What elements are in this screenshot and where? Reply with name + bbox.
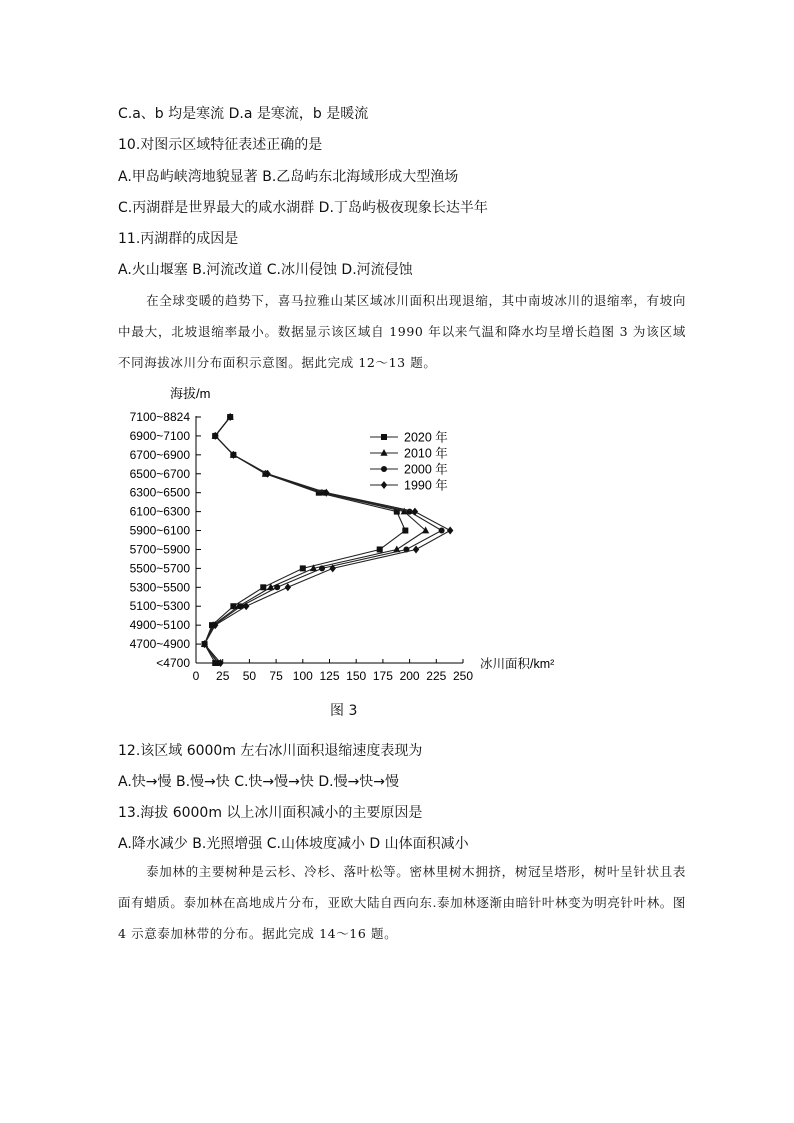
x-tick-label: 175 bbox=[372, 669, 393, 683]
data-point bbox=[412, 508, 418, 516]
data-point bbox=[377, 546, 383, 552]
legend-item bbox=[370, 462, 448, 477]
y-tick-label: 4700~4900 bbox=[129, 637, 190, 652]
y-tick-label: <4700 bbox=[156, 656, 190, 670]
series-square bbox=[202, 414, 409, 666]
data-point bbox=[285, 583, 291, 591]
taiga-intro-paragraph bbox=[118, 856, 686, 949]
x-tick-label: 25 bbox=[216, 669, 230, 683]
figure-caption: 图 3 bbox=[330, 703, 358, 719]
q12-options: A.快→慢 B.慢→快 C.快→慢→快 D.慢→快→慢 bbox=[118, 774, 400, 790]
y-axis-label: 海拔/m bbox=[170, 386, 211, 401]
x-tick-label: 100 bbox=[292, 669, 313, 683]
data-point bbox=[447, 527, 453, 535]
data-point bbox=[319, 565, 325, 571]
x-axis-label: 冰川面积/km² bbox=[480, 657, 555, 671]
data-point bbox=[439, 528, 445, 534]
q9-options-cd: C.a、b 均是寒流 D.a 是寒流，b 是暖流 bbox=[118, 106, 369, 122]
x-tick-label: 0 bbox=[192, 669, 200, 683]
x-tick-label: 200 bbox=[399, 669, 420, 683]
y-tick-label: 7100~8824 bbox=[129, 410, 190, 424]
glacier-intro-paragraph bbox=[118, 285, 686, 378]
data-point bbox=[380, 449, 387, 456]
x-tick-label: 50 bbox=[242, 669, 257, 683]
q13-options: A.降水减少 B.光照增强 C.山体坡度减小 D 山体面积减小 bbox=[118, 836, 469, 852]
x-tick-label: 250 bbox=[452, 669, 474, 683]
data-point bbox=[381, 434, 387, 440]
series-triangle bbox=[201, 413, 429, 666]
legend-label: 2010 年 bbox=[404, 446, 448, 461]
q10-options-ab: A.甲岛屿峡湾地貌显著 B.乙岛屿东北海域形成大型渔场 bbox=[118, 169, 459, 185]
x-tick-label: 150 bbox=[346, 669, 367, 683]
y-tick-label: 6300~6500 bbox=[129, 485, 190, 500]
legend-item bbox=[370, 478, 448, 493]
y-tick-label: 5500~5700 bbox=[129, 561, 190, 576]
legend-item bbox=[370, 430, 448, 445]
y-tick-label: 6500~6700 bbox=[129, 466, 190, 481]
y-tick-label: 6100~6300 bbox=[129, 504, 190, 519]
glacier-area-chart bbox=[118, 380, 588, 692]
legend-label: 2000 年 bbox=[404, 462, 448, 477]
y-tick-label: 6900~7100 bbox=[129, 428, 190, 443]
data-point bbox=[260, 584, 266, 590]
data-point bbox=[402, 528, 408, 534]
q12-stem: 12.该区域 6000m 左右冰川面积退缩速度表现为 bbox=[118, 743, 423, 759]
q13-stem: 13.海拔 6000m 以上冰川面积减小的主要原因是 bbox=[118, 805, 423, 821]
y-tick-label: 6700~6900 bbox=[129, 447, 190, 462]
y-tick-label: 5300~5500 bbox=[129, 580, 190, 595]
taiga-intro-text: 泰加林的主要树种是云杉、冷杉、落叶松等。密林里树木拥挤，树冠呈塔形，树叶呈针状且表面有蜡质。泰加林在高地成片分布，亚欧大陆自西向东.泰加林逐渐由暗针叶林变为明亮针叶林。图 4 示意泰加林带的分布。据此完成 14～16 题。 bbox=[118, 864, 686, 941]
q11-options: A.火山堰塞 B.河流改道 C.冰川侵蚀 D.河流侵蚀 bbox=[118, 262, 413, 278]
y-tick-label: 5900~6100 bbox=[129, 523, 190, 538]
legend-label: 1990 年 bbox=[404, 478, 448, 493]
data-point bbox=[300, 565, 306, 571]
q11-stem: 11.丙湖群的成因是 bbox=[118, 231, 239, 247]
data-point bbox=[413, 545, 419, 553]
x-tick-label: 225 bbox=[426, 669, 447, 683]
q10-options-cd: C.丙湖群是世界最大的咸水湖群 D.丁岛屿极夜现象长达半年 bbox=[118, 200, 488, 216]
legend-label: 2020 年 bbox=[404, 430, 448, 445]
y-tick-label: 5700~5900 bbox=[129, 542, 190, 557]
x-tick-label: 75 bbox=[269, 669, 283, 683]
y-tick-label: 5100~5300 bbox=[129, 599, 190, 614]
glacier-intro-text: 在全球变暖的趋势下，喜马拉雅山某区域冰川面积出现退缩，其中南坡冰川的退缩率，有坡向中最大，北坡退缩率最小。数据显示该区域自 1990 年以来气温和降水均呈增长趋图 3 为该区域不同海拔冰川分布面积示意图。据此完成 12～13 题。 bbox=[118, 293, 686, 370]
q10-stem: 10.对图示区域特征表述正确的是 bbox=[118, 137, 323, 153]
data-point bbox=[274, 584, 280, 590]
legend-item bbox=[370, 446, 448, 461]
x-tick-label: 125 bbox=[319, 669, 340, 683]
data-point bbox=[381, 481, 387, 489]
y-tick-label: 4900~5100 bbox=[129, 618, 190, 633]
data-point bbox=[381, 466, 387, 472]
